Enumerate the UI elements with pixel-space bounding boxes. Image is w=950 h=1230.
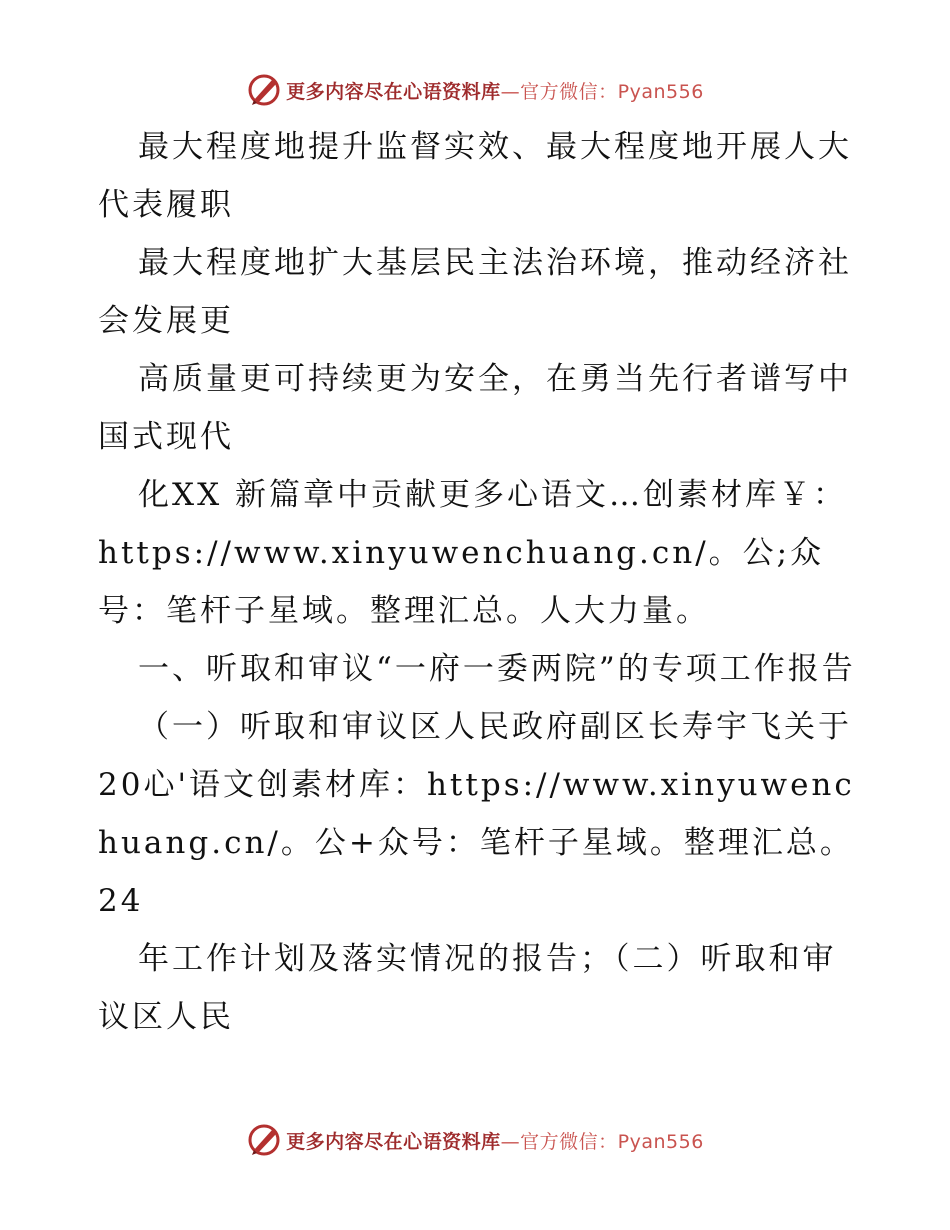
pen-logo-icon (246, 72, 282, 108)
paragraph: （一）听取和审议区人民政府副区长寿宇飞关于20心'语文创素材库：https://www.xinyuwenchuang.cn/。公+众号：笔杆子星域。整理汇总。24 (98, 709, 855, 919)
banner-wechat: —官方微信：Pyan556 (500, 80, 704, 103)
banner-text (286, 77, 704, 104)
paragraph: 化XX 新篇章中贡献更多心语文…创素材库￥：https://www.xinyuwenchuang.cn/。公;众号：笔杆子星域。整理汇总。人大力量。 (98, 477, 847, 629)
banner-lead: 更多内容尽在心语资料库 (286, 1130, 501, 1153)
banner-text (286, 1127, 704, 1154)
pen-logo-icon (246, 1122, 282, 1158)
document-body (98, 118, 858, 1046)
paragraph: 最大程度地扩大基层民主法治环境，推动经济社会发展更 (98, 245, 852, 339)
paragraph: 年工作计划及落实情况的报告；（二）听取和审议区人民 (98, 941, 837, 1035)
paragraph: 一、听取和审议“一府一委两院”的专项工作报告 (138, 651, 856, 687)
paragraph: 高质量更可持续更为安全，在勇当先行者谱写中国式现代 (98, 361, 852, 455)
banner-wechat: —官方微信：Pyan556 (500, 1130, 704, 1153)
paragraph: 最大程度地提升监督实效、最大程度地开展人大代表履职 (98, 129, 852, 223)
footer-banner (0, 1120, 950, 1160)
banner-lead: 更多内容尽在心语资料库 (286, 80, 501, 103)
header-banner (0, 70, 950, 110)
